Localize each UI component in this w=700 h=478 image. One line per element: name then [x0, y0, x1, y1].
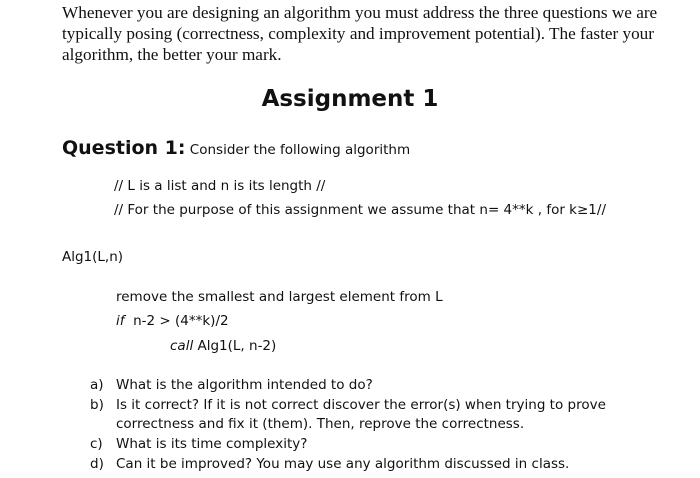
algorithm-comment-1: // L is a list and n is its length // — [114, 178, 326, 194]
question-list — [90, 376, 636, 475]
intro-paragraph — [62, 2, 682, 65]
intro-line-2: typically posing (correctness, complexity and improvement potential). The faster your — [62, 24, 655, 43]
question-1-heading — [62, 137, 410, 159]
question-1-label: Question 1 — [62, 137, 178, 159]
assignment-title: Assignment 1 — [261, 86, 439, 112]
algorithm-step-remove: remove the smallest and largest element from L — [116, 289, 443, 305]
list-item-text: What is its time complexity? — [116, 436, 308, 452]
list-marker: b) — [90, 397, 104, 413]
call-keyword: call — [170, 338, 194, 354]
list-item-text: What is the algorithm intended to do? — [116, 377, 373, 393]
if-keyword: if — [116, 313, 125, 329]
list-marker: a) — [90, 377, 104, 393]
algorithm-step-if — [116, 313, 229, 329]
intro-line-3: algorithm, the better your mark. — [62, 45, 282, 64]
list-item — [90, 455, 636, 474]
list-marker: d) — [90, 456, 104, 472]
question-1-colon: : — [177, 137, 186, 159]
list-item-text: Can it be improved? You may use any algorithm discussed in class. — [116, 456, 570, 472]
list-marker: c) — [90, 436, 103, 452]
question-1-text: Consider the following algorithm — [185, 142, 411, 158]
algorithm-step-call — [170, 338, 276, 354]
list-item — [90, 435, 636, 454]
algorithm-signature: Alg1(L,n) — [62, 249, 124, 265]
list-item — [90, 376, 636, 395]
algorithm-comment-2: // For the purpose of this assignment we assume that n= 4**k , for k≥1// — [114, 202, 606, 218]
intro-line-1: Whenever you are designing an algorithm you must address the three questions we are — [62, 3, 658, 22]
call-expression: Alg1(L, n-2) — [193, 338, 277, 354]
if-condition: n-2 > (4**k)/2 — [124, 313, 229, 329]
list-item — [90, 396, 636, 434]
list-item-text: Is it correct? If it is not correct discover the error(s) when trying to prove correctness and fix it (them). Then, reprove the correctness. — [116, 397, 606, 432]
